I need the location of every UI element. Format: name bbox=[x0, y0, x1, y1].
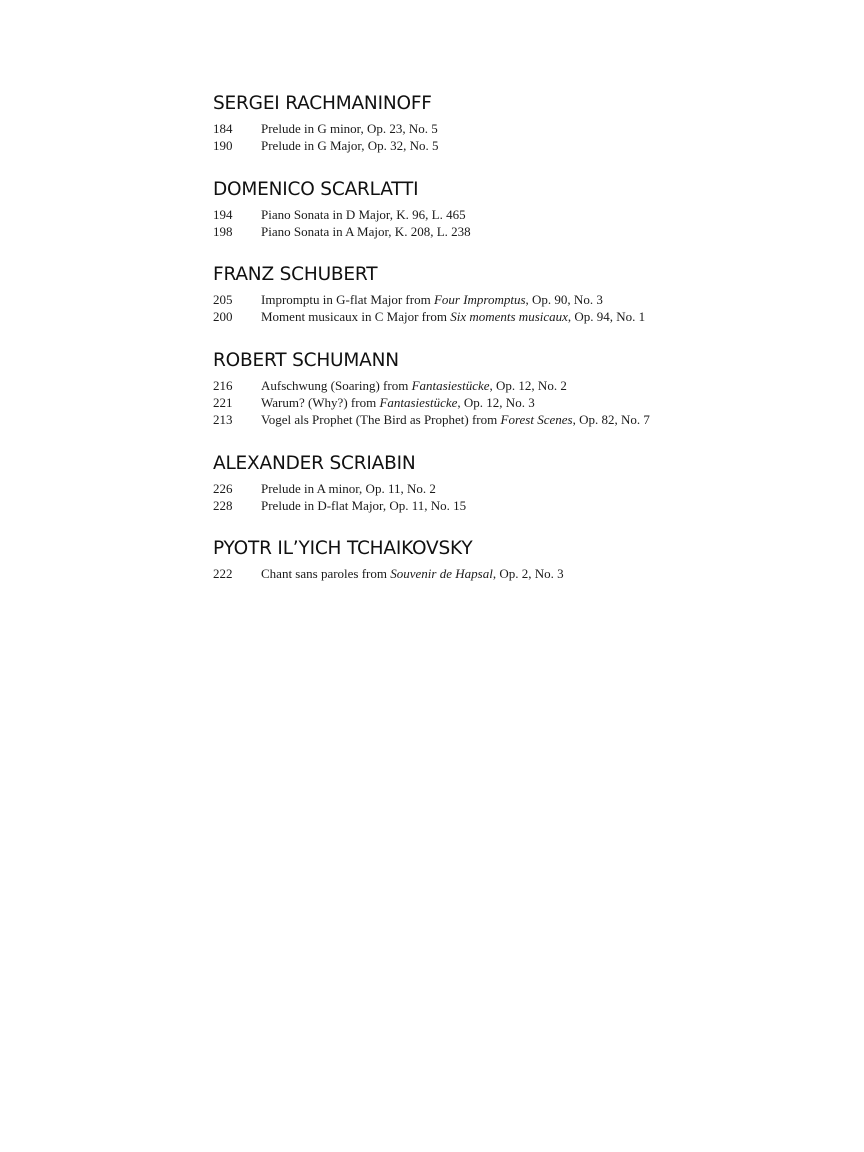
opus-text: , Op. 82, No. 7 bbox=[572, 412, 650, 428]
work-title-text: Piano Sonata in D Major, K. 96, L. 465 bbox=[261, 206, 466, 222]
opus-text: , Op. 12, No. 2 bbox=[489, 377, 567, 393]
work-title bbox=[261, 565, 564, 582]
opus-text: , Op. 90, No. 3 bbox=[525, 292, 603, 308]
collection-title: Souvenir de Hapsal bbox=[390, 566, 493, 582]
work-title bbox=[261, 394, 535, 411]
list-item bbox=[213, 291, 813, 308]
list-item bbox=[213, 377, 813, 394]
list-item bbox=[213, 308, 813, 325]
page-number: 205 bbox=[213, 292, 233, 308]
list-item bbox=[213, 480, 813, 497]
composer-section bbox=[213, 92, 813, 155]
composer-name: ALEXANDER SCRIABIN bbox=[213, 452, 416, 474]
table-of-contents bbox=[213, 92, 813, 606]
work-title bbox=[261, 411, 650, 428]
page-number: 198 bbox=[213, 223, 233, 239]
page-number: 226 bbox=[213, 480, 233, 496]
composer-section bbox=[213, 452, 813, 515]
work-title-text: Aufschwung (Soaring) from bbox=[261, 377, 412, 393]
page-number: 228 bbox=[213, 497, 233, 513]
work-title-text: Warum? (Why?) from bbox=[261, 395, 380, 411]
list-item bbox=[213, 497, 813, 514]
collection-title: Forest Scenes bbox=[500, 412, 573, 428]
work-title-text: Prelude in D-flat Major, Op. 11, No. 15 bbox=[261, 497, 467, 513]
page-number: 213 bbox=[213, 412, 233, 428]
opus-text: , Op. 2, No. 3 bbox=[492, 566, 564, 582]
work-title bbox=[261, 223, 471, 240]
work-title bbox=[261, 120, 438, 137]
composer-section bbox=[213, 349, 813, 429]
work-title-text: Prelude in G minor, Op. 23, No. 5 bbox=[261, 121, 438, 136]
page-number: 216 bbox=[213, 377, 233, 393]
work-title-text: Prelude in A minor, Op. 11, No. 2 bbox=[261, 480, 436, 496]
list-item bbox=[213, 565, 813, 582]
page-number: 184 bbox=[213, 121, 233, 136]
composer-section bbox=[213, 178, 813, 241]
page-number: 221 bbox=[213, 395, 233, 411]
work-title bbox=[261, 480, 436, 497]
list-item bbox=[213, 394, 813, 411]
page-number: 190 bbox=[213, 138, 233, 154]
page-number: 222 bbox=[213, 566, 233, 582]
work-title bbox=[261, 137, 439, 154]
page-number: 194 bbox=[213, 206, 233, 222]
page-number: 200 bbox=[213, 309, 233, 325]
list-item bbox=[213, 206, 813, 223]
work-title-text: Piano Sonata in A Major, K. 208, L. 238 bbox=[261, 223, 471, 239]
collection-title: Six moments musicaux bbox=[450, 309, 568, 325]
opus-text: , Op. 12, No. 3 bbox=[457, 395, 535, 411]
work-title-text: Chant sans paroles from bbox=[261, 566, 391, 582]
work-title bbox=[261, 206, 466, 223]
work-title-text: Impromptu in G-flat Major from bbox=[261, 292, 434, 308]
work-title bbox=[261, 291, 603, 308]
list-item bbox=[213, 223, 813, 240]
composer-name: ROBERT SCHUMANN bbox=[213, 349, 399, 371]
work-title bbox=[261, 377, 567, 394]
composer-section bbox=[213, 263, 813, 326]
composer-section bbox=[213, 537, 813, 582]
collection-title: Four Impromptus bbox=[433, 292, 526, 308]
list-item bbox=[213, 411, 813, 428]
collection-title: Fantasiestücke bbox=[379, 395, 458, 411]
composer-name: FRANZ SCHUBERT bbox=[213, 264, 378, 286]
work-title-text: Prelude in G Major, Op. 32, No. 5 bbox=[261, 138, 439, 154]
composer-name: PYOTR IL’YICH TCHAIKOVSKY bbox=[213, 538, 473, 560]
list-item bbox=[213, 120, 813, 137]
work-title bbox=[261, 497, 466, 514]
opus-text: , Op. 94, No. 1 bbox=[567, 309, 646, 325]
work-title bbox=[261, 308, 645, 325]
composer-name: DOMENICO SCARLATTI bbox=[213, 178, 419, 200]
collection-title: Fantasiestücke bbox=[411, 377, 490, 393]
list-item bbox=[213, 137, 813, 154]
work-title-text: Moment musicaux in C Major from bbox=[261, 309, 451, 325]
composer-name: SERGEI RACHMANINOFF bbox=[213, 93, 432, 114]
work-title-text: Vogel als Prophet (The Bird as Prophet) from bbox=[261, 412, 501, 428]
